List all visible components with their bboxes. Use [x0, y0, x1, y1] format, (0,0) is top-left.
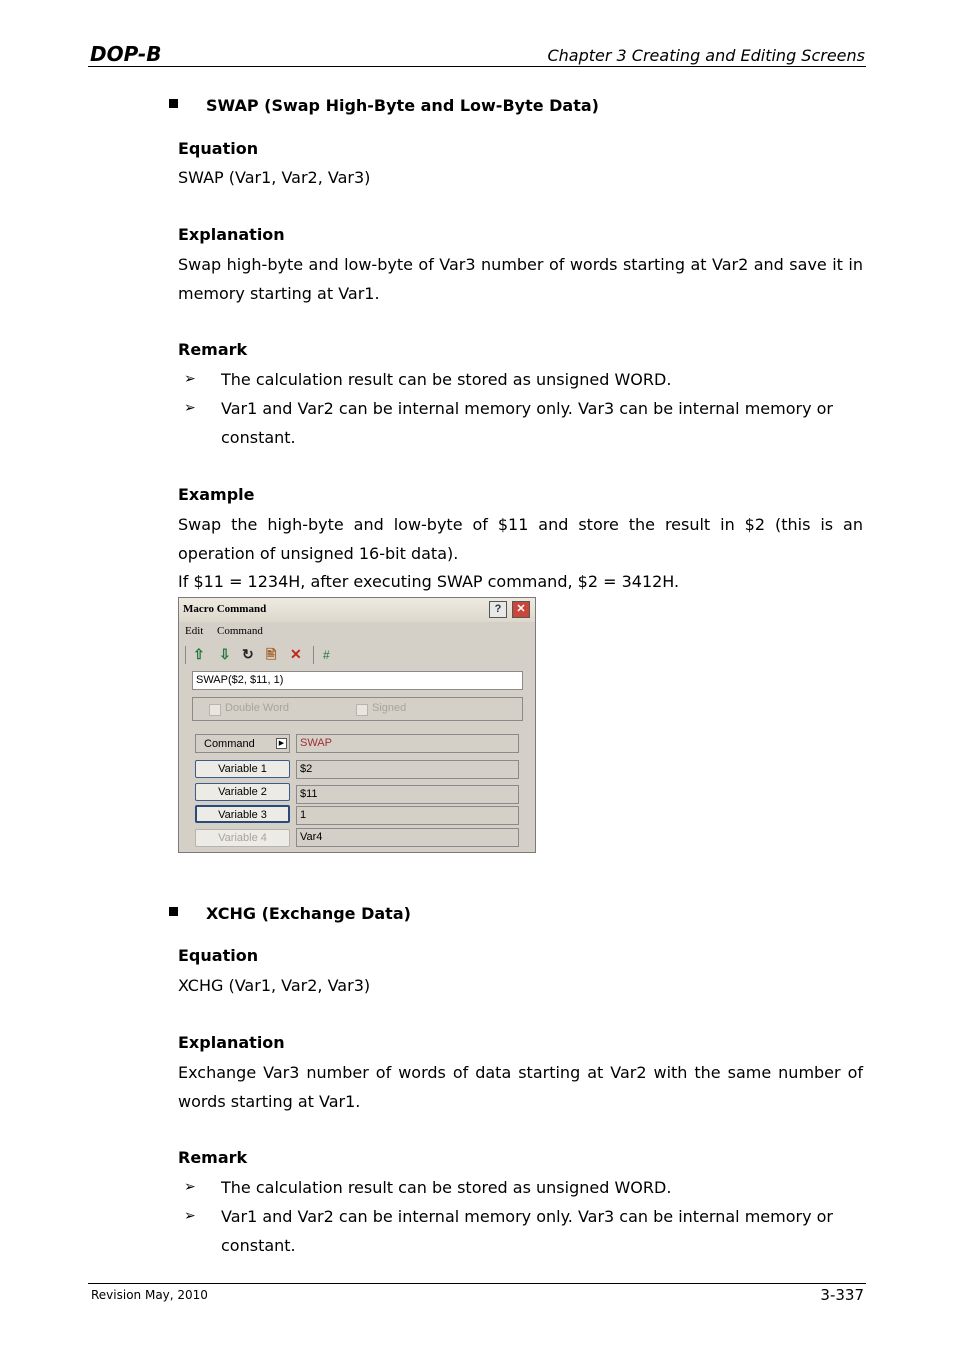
example-result: If $11 = 1234H, after executing SWAP command, $2 = 3412H. — [178, 572, 680, 591]
variable-1-field[interactable]: $2 — [296, 760, 519, 779]
command-label: Command — [204, 738, 255, 750]
arrow-right-icon[interactable]: ▶ — [276, 738, 287, 749]
remark-item: Var1 and Var2 can be internal memory only. Var3 can be internal memory or constant. — [221, 399, 833, 447]
variable-1-button[interactable]: Variable 1 — [195, 760, 290, 778]
variable-2-field[interactable]: $11 — [296, 785, 519, 804]
menu-command[interactable]: Command — [217, 625, 263, 637]
equation-heading: Equation — [178, 139, 259, 158]
bullet-arrow-icon: ➢ — [184, 371, 196, 387]
command-selector[interactable] — [195, 734, 290, 753]
menu-edit[interactable]: Edit — [185, 625, 204, 637]
section-bullet — [169, 99, 178, 108]
help-button[interactable]: ? — [489, 601, 507, 618]
remark-heading: Remark — [178, 340, 248, 359]
document-icon[interactable]: 🖹 — [266, 647, 277, 662]
options-group — [192, 697, 523, 721]
dialog-title: Macro Command — [183, 603, 267, 615]
variable-4-button: Variable 4 — [195, 829, 290, 847]
equation-text: SWAP (Var1, Var2, Var3) — [178, 168, 371, 187]
explanation-text: Swap high-byte and low-byte of Var3 number of words starting at Var2 and save it in memory starting at Var1. — [178, 255, 863, 303]
revision-date: Revision May, 2010 — [91, 1288, 208, 1302]
explanation-text: Exchange Var3 number of words of data starting at Var2 with the same number of words starting at Var1. — [178, 1063, 863, 1111]
bullet-arrow-icon: ➢ — [184, 400, 196, 416]
example-text: Swap the high-byte and low-byte of $11 and store the result in $2 (this is an operation of unsigned 16-bit data). — [178, 515, 863, 563]
page-number: 3-337 — [820, 1286, 864, 1304]
move-down-icon[interactable]: ⇩ — [219, 646, 231, 662]
command-value-field[interactable]: SWAP — [296, 734, 519, 753]
macro-command-dialog — [178, 597, 536, 853]
section-bullet — [169, 907, 178, 916]
footer-rule — [88, 1283, 866, 1284]
section-title-xchg: XCHG (Exchange Data) — [206, 904, 411, 923]
remark-item: Var1 and Var2 can be internal memory only. Var3 can be internal memory or constant. — [221, 1207, 833, 1255]
explanation-heading: Explanation — [178, 1033, 285, 1052]
example-heading: Example — [178, 485, 255, 504]
toolbar-separator — [313, 646, 314, 664]
variable-3-button[interactable]: Variable 3 — [195, 805, 290, 823]
refresh-icon[interactable]: ↻ — [242, 646, 254, 662]
equation-heading: Equation — [178, 946, 259, 965]
product-logo: DOP-B — [90, 42, 162, 66]
signed-label: Signed — [372, 702, 407, 714]
equation-text: XCHG (Var1, Var2, Var3) — [178, 976, 371, 995]
expression-field[interactable]: SWAP($2, $11, 1) — [192, 671, 523, 690]
hash-icon[interactable]: # — [323, 648, 330, 662]
toolbar-separator — [185, 646, 186, 664]
bullet-arrow-icon: ➢ — [184, 1179, 196, 1195]
close-button[interactable]: ✕ — [512, 601, 530, 618]
move-up-icon[interactable]: ⇧ — [193, 646, 205, 662]
chapter-title: Chapter 3 Creating and Editing Screens — [547, 46, 865, 65]
section-title-swap: SWAP (Swap High-Byte and Low-Byte Data) — [206, 96, 599, 115]
explanation-heading: Explanation — [178, 225, 285, 244]
double-word-checkbox[interactable] — [209, 704, 221, 716]
variable-3-field[interactable]: 1 — [296, 806, 519, 825]
signed-checkbox[interactable] — [356, 704, 368, 716]
variable-2-button[interactable]: Variable 2 — [195, 783, 290, 801]
remark-heading: Remark — [178, 1148, 248, 1167]
dialog-title-bar — [179, 598, 535, 622]
delete-icon[interactable]: ✕ — [290, 646, 302, 662]
remark-item: The calculation result can be stored as unsigned WORD. — [221, 370, 672, 389]
remark-item: The calculation result can be stored as unsigned WORD. — [221, 1178, 672, 1197]
header-rule — [88, 66, 866, 67]
variable-4-field: Var4 — [296, 828, 519, 847]
bullet-arrow-icon: ➢ — [184, 1208, 196, 1224]
double-word-label: Double Word — [225, 702, 289, 714]
